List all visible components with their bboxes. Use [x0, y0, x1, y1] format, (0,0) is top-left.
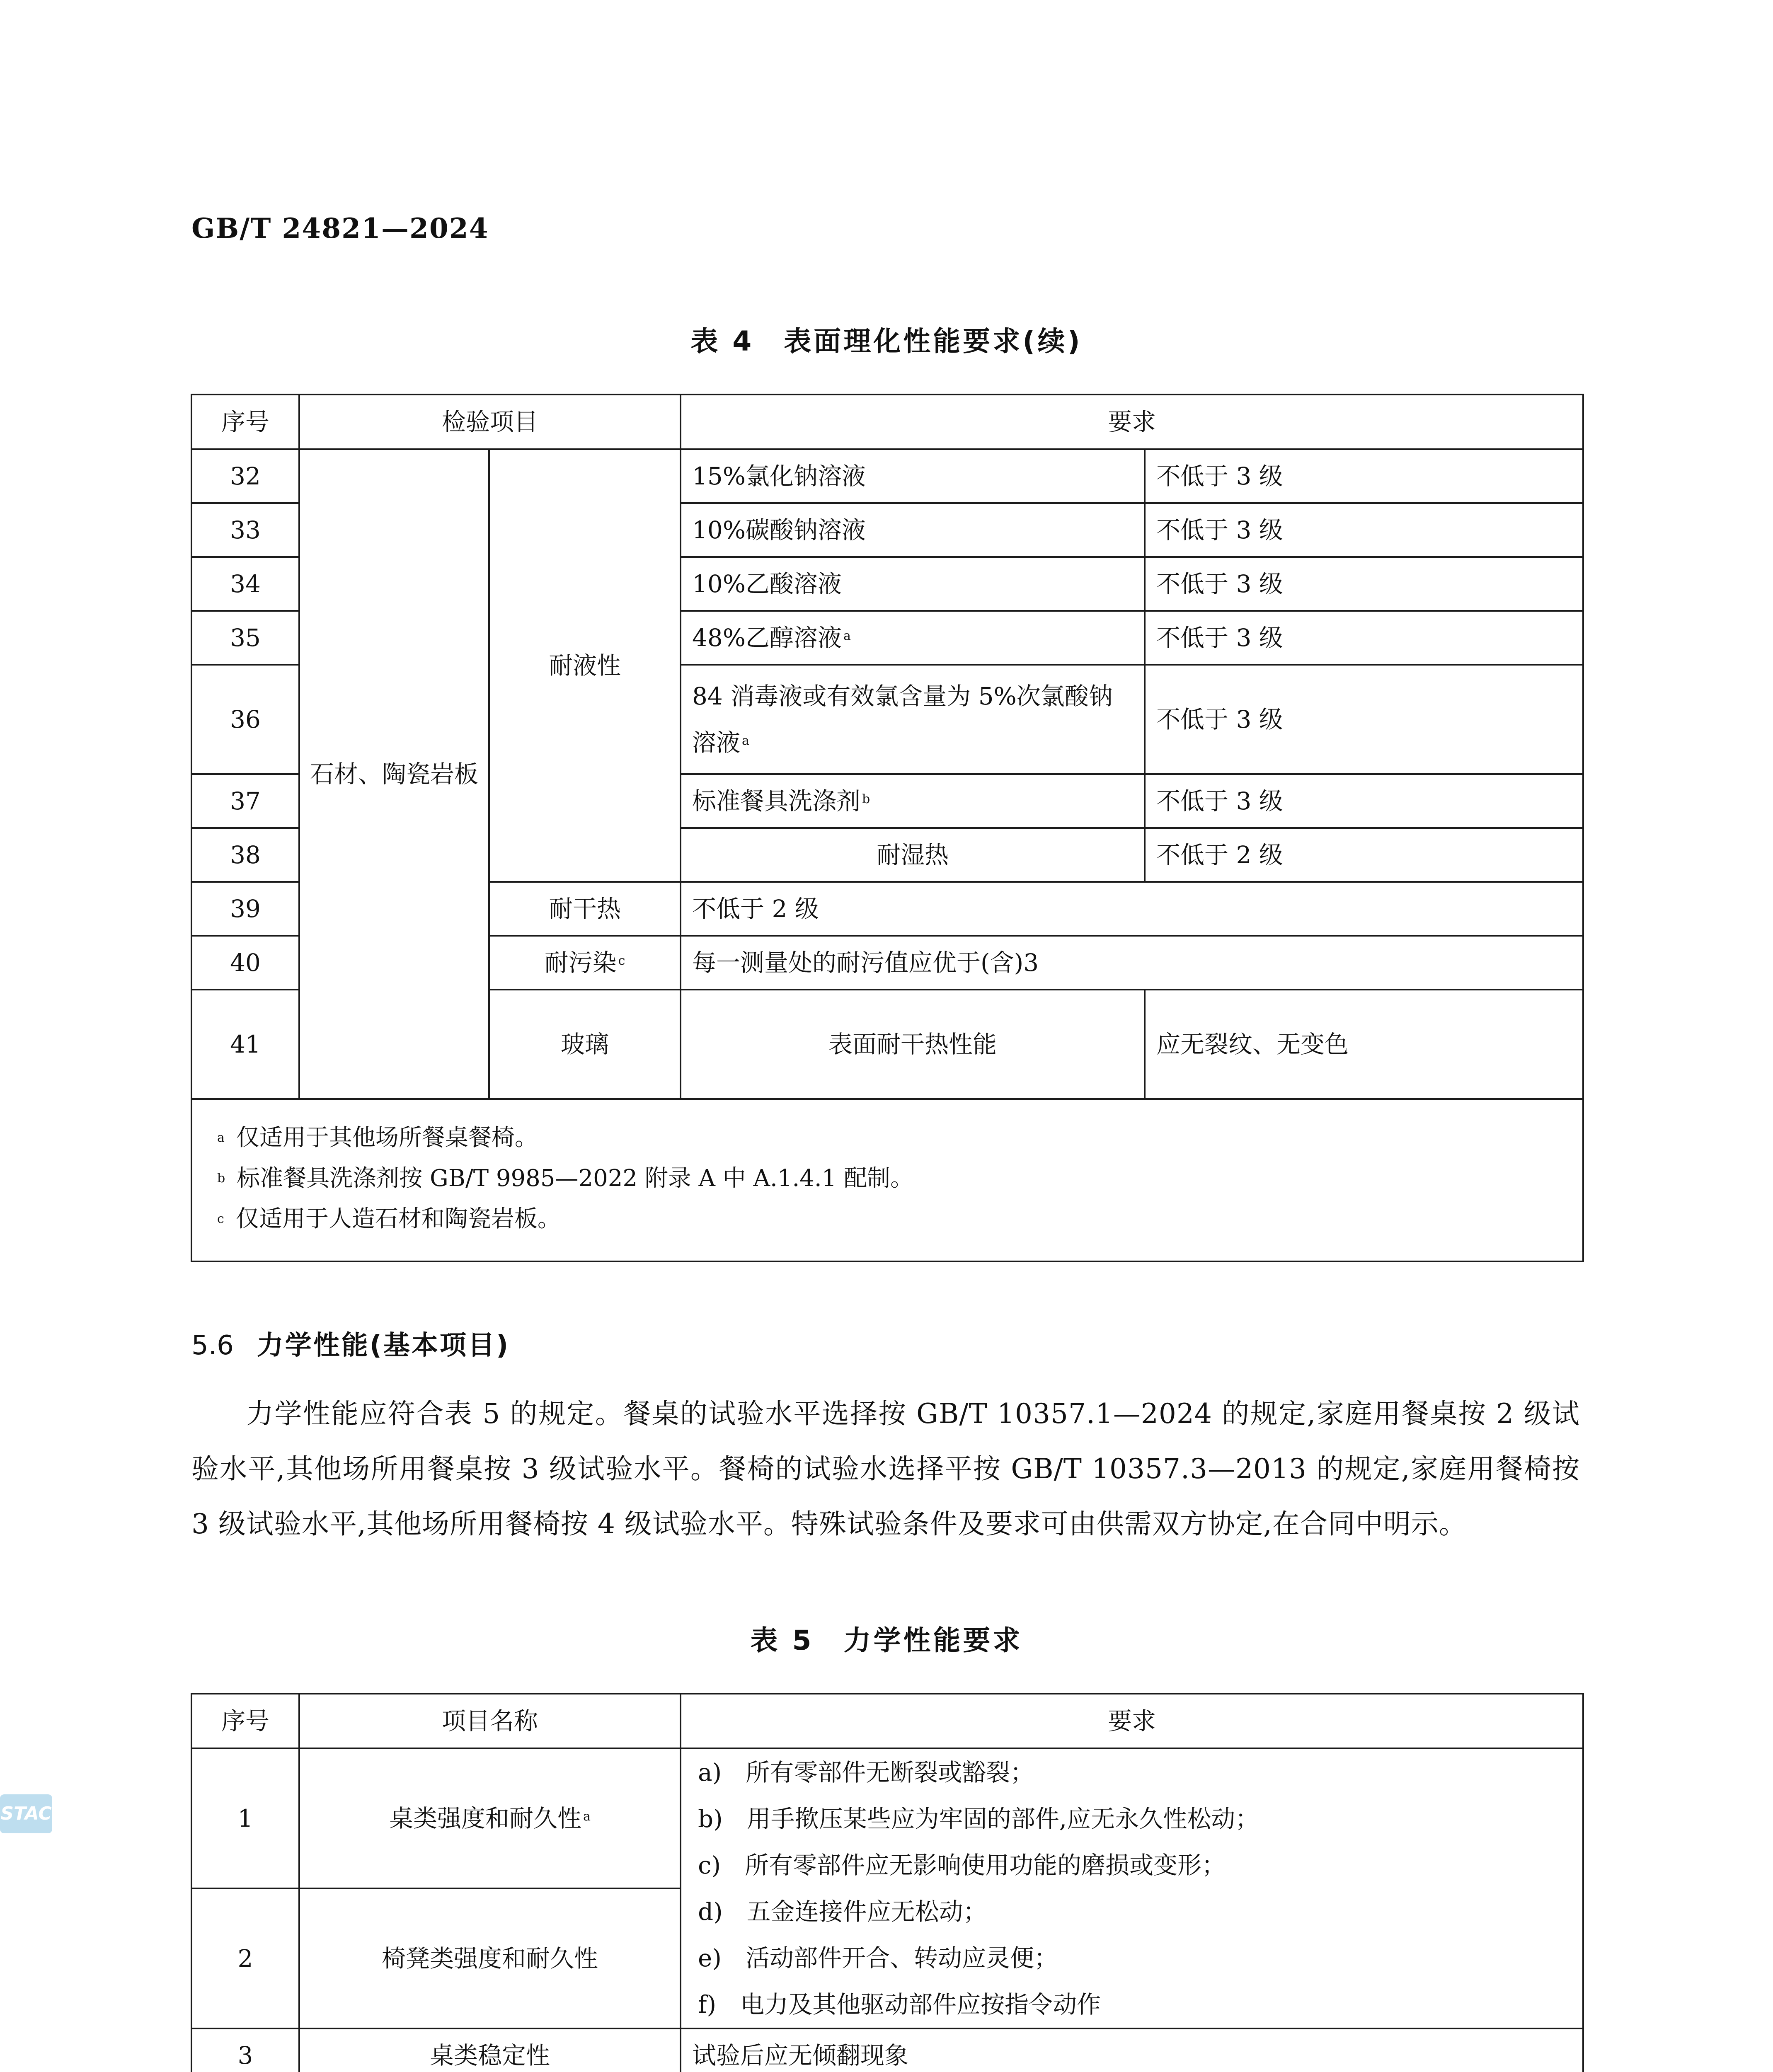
row-no: 1 [191, 1748, 299, 1888]
grade-requirement: 不低于 3 级 [1145, 557, 1583, 611]
grade-requirement: 不低于 3 级 [1145, 774, 1583, 828]
item-name: 椅凳类强度和耐久性 [299, 1888, 681, 2028]
table5-header-item: 项目名称 [299, 1694, 681, 1748]
requirement: 不低于 2 级 [1145, 828, 1583, 882]
requirement-item: a) 所有零部件无断裂或豁裂； [698, 1758, 1034, 1786]
grade-requirement: 不低于 3 级 [1145, 665, 1583, 774]
grade-requirement: 不低于 3 级 [1145, 449, 1583, 503]
row-no: 35 [191, 611, 299, 665]
stac-watermark: STAC [0, 1794, 52, 1833]
test-liquid: 84 消毒液或有效氯含量为 5%次氯酸钠溶液 $^a$ [681, 665, 1145, 774]
requirement-item: f) 电力及其他驱动部件应按指令动作 [698, 1990, 1101, 2019]
table-note: $^b$ 标准餐具洗涤剂按 GB/T 9985—2022 附录 A 中 A.1.4.1 配制。 [217, 1165, 914, 1192]
section-heading: 5.6 力学性能(基本项目) [191, 1330, 510, 1361]
row-no: 40 [191, 936, 299, 990]
test-liquid: 10%乙酸溶液 [681, 557, 1145, 611]
liquid-resistance-label: 耐液性 [489, 449, 681, 882]
document-id: GB/T 24821—2024 [191, 212, 489, 244]
material-stone-ceramic: 石材、陶瓷岩板 [299, 449, 489, 1099]
requirement-item: e) 活动部件开合、转动应灵便； [698, 1944, 1058, 1972]
requirement-item: b) 用手揿压某些应为牢固的部件,应无永久性松动； [698, 1805, 1260, 1833]
row-no: 39 [191, 882, 299, 936]
row-no: 37 [191, 774, 299, 828]
material-glass: 玻璃 [489, 990, 681, 1099]
test-liquid: 标准餐具洗涤剂 $^b$ [681, 774, 1145, 828]
row-no: 32 [191, 449, 299, 503]
test-item: 表面耐干热性能 [681, 990, 1145, 1099]
row-no: 3 [191, 2028, 299, 2072]
row-no: 38 [191, 828, 299, 882]
table5 [191, 1693, 1584, 2072]
item-name: 桌类稳定性 [299, 2028, 681, 2072]
row-no: 36 [191, 665, 299, 774]
requirement: 应无裂纹、无变色 [1145, 990, 1583, 1099]
test-item: 耐干热 [489, 882, 681, 936]
test-liquid: 10%碳酸钠溶液 [681, 503, 1145, 557]
test-liquid: 15%氯化钠溶液 [681, 449, 1145, 503]
test-liquid: 48%乙醇溶液 $^a$ [681, 611, 1145, 665]
table-note: $^c$ 仅适用于人造石材和陶瓷岩板。 [217, 1205, 561, 1232]
table4-caption: 表 4 表面理化性能要求(续) [690, 325, 1083, 357]
table4-header-no: 序号 [191, 395, 299, 449]
requirement-item: d) 五金连接件应无松动； [698, 1898, 987, 1926]
row-no: 34 [191, 557, 299, 611]
requirement-item: c) 所有零部件应无影响使用功能的磨损或变形； [698, 1851, 1226, 1879]
strength-requirements [681, 1748, 1583, 2028]
table-note: $^a$ 仅适用于其他场所餐桌餐椅。 [217, 1124, 538, 1151]
row-no: 33 [191, 503, 299, 557]
table4 [191, 394, 1584, 1262]
table5-header-no: 序号 [191, 1694, 299, 1748]
table5-header-req: 要求 [681, 1694, 1583, 1748]
table4-header-req: 要求 [681, 395, 1583, 449]
row-no: 41 [191, 990, 299, 1099]
table4-notes [191, 1099, 1583, 1261]
grade-requirement: 不低于 3 级 [1145, 611, 1583, 665]
requirement: 不低于 2 级 [681, 882, 1583, 936]
item-name: 桌类强度和耐久性 $^a$ [299, 1748, 681, 1888]
test-item: 耐湿热 [681, 828, 1145, 882]
table4-header-item: 检验项目 [299, 395, 681, 449]
grade-requirement: 不低于 3 级 [1145, 503, 1583, 557]
section-paragraph: 力学性能应符合表 5 的规定。餐桌的试验水平选择按 GB/T 10357.1—2024 的规定,家庭用餐桌按 2 级试验水平,其他场所用餐桌按 3 级试验水平。餐椅的试验水选择平按 GB/T 10357.3—2013 的规定,家庭用餐椅按 3 级试验水平,其他场所用餐椅按 4 级试验水平。特殊试验条件及要求可由供需双方协定,在合同中明示。 [191, 1398, 1580, 1540]
requirement: 试验后应无倾翻现象 [681, 2028, 1583, 2072]
requirement: 每一测量处的耐污值应优于(含)3 [681, 936, 1583, 990]
test-item: 耐污染 $^c$ [489, 936, 681, 990]
row-no: 2 [191, 1888, 299, 2028]
table5-caption: 表 5 力学性能要求 [750, 1624, 1023, 1656]
